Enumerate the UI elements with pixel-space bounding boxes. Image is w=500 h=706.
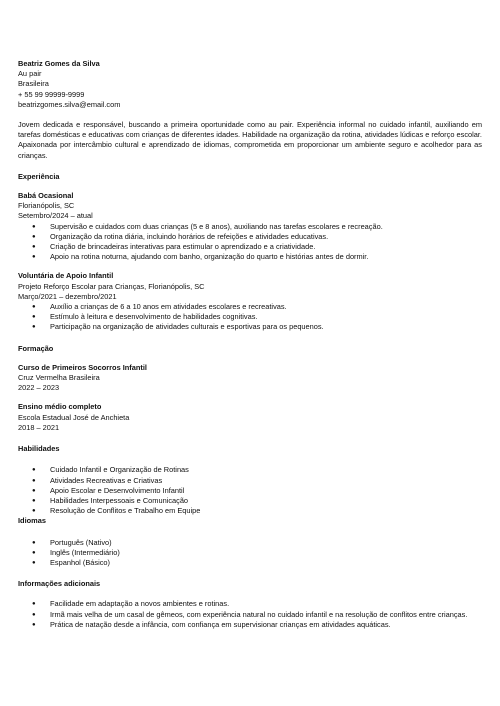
list-item: ● Habilidades Interpessoais e Comunicação xyxy=(50,496,482,506)
additional-info-heading: Informações adicionais xyxy=(18,579,101,589)
job-place: Projeto Reforço Escolar para Crianças, Florianópolis, SC xyxy=(18,281,205,291)
education-entry xyxy=(18,402,482,433)
list-item: ● Espanhol (Básico) xyxy=(50,558,482,568)
skills-heading: Habilidades xyxy=(18,444,60,454)
candidate-nationality: Brasileira xyxy=(18,79,49,89)
list-item: ● Apoio Escolar e Desenvolvimento Infantil xyxy=(50,486,482,496)
job-dates: Setembro/2024 – atual xyxy=(18,211,93,221)
list-item: ● Participação na organização de atividades culturais e esportivas para os pequenos. xyxy=(50,322,482,332)
professional-summary: Jovem dedicada e responsável, buscando a primeira oportunidade como au pair. Experiência informal no cuidado infantil, auxiliando em tarefas domésticas e educativas com crianças de diferentes idades. Habilidade na organização da rotina, atividades lúdicas e reforço escolar. Apaixonada por intercâmbio cultural e aprendizado de idiomas, comprometida em proporcionar um ambiente seguro e acolhedor para as crianças. xyxy=(18,120,482,160)
list-item: ● Atividades Recreativas e Criativas xyxy=(50,476,482,486)
education-heading: Formação xyxy=(18,343,54,353)
list-item: ● Supervisão e cuidados com duas crianças (5 e 8 anos), auxiliando nas tarefas escolares e recreação. xyxy=(50,222,482,232)
list-item: ● Irmã mais velha de um casal de gêmeos, com experiência natural no cuidado infantil e na resolução de conflitos entre crianças. xyxy=(50,610,482,620)
list-item: ● Organização da rotina diária, incluindo horários de refeições e atividades educativas. xyxy=(50,232,482,242)
list-item: ● Apoio na rotina noturna, ajudando com banho, organização do quarto e histórias antes de dormir. xyxy=(50,252,482,262)
course-place: Escola Estadual José de Anchieta xyxy=(18,412,130,422)
list-item: ● Resolução de Conflitos e Trabalho em Equipe xyxy=(50,506,482,516)
contact-block xyxy=(18,59,482,110)
list-item: ● Criação de brincadeiras interativas para estimular o aprendizado e a criatividade. xyxy=(50,242,482,252)
job-dates: Março/2021 – dezembro/2021 xyxy=(18,291,117,301)
additional-info-list xyxy=(18,599,482,630)
list-item: ● Facilidade em adaptação a novos ambientes e rotinas. xyxy=(50,599,482,609)
experience-heading: Experiência xyxy=(18,171,60,181)
list-item: ● Prática de natação desde a infância, com confiança em supervisionar crianças em atividades aquáticas. xyxy=(50,620,482,630)
list-item: ● Cuidado Infantil e Organização de Rotinas xyxy=(50,465,482,475)
job-place: Florianópolis, SC xyxy=(18,201,75,211)
languages-list xyxy=(18,538,482,569)
list-item: ● Auxílio a crianças de 6 a 10 anos em atividades escolares e recreativas. xyxy=(50,302,482,312)
job-bullets xyxy=(18,302,482,333)
course-title: Curso de Primeiros Socorros Infantil xyxy=(18,362,147,372)
course-place: Cruz Vermelha Brasileira xyxy=(18,373,100,383)
job-title: Babá Ocasional xyxy=(18,191,74,201)
experience-entry xyxy=(18,191,482,262)
experience-entry xyxy=(18,271,482,332)
list-item: ● Português (Nativo) xyxy=(50,538,482,548)
candidate-email: beatrizgomes.silva@email.com xyxy=(18,99,121,109)
course-dates: 2022 – 2023 xyxy=(18,383,60,393)
job-title: Voluntária de Apoio Infantil xyxy=(18,271,114,281)
candidate-role: Au pair xyxy=(18,69,42,79)
skills-list xyxy=(18,465,482,516)
candidate-name: Beatriz Gomes da Silva xyxy=(18,59,100,68)
course-title: Ensino médio completo xyxy=(18,402,102,412)
candidate-phone: + 55 99 99999-9999 xyxy=(18,89,85,99)
course-dates: 2018 – 2021 xyxy=(18,422,60,432)
job-bullets xyxy=(18,222,482,263)
list-item: ● Inglês (Intermediário) xyxy=(50,548,482,558)
education-entry xyxy=(18,363,482,394)
list-item: ● Estímulo à leitura e desenvolvimento de habilidades cognitivas. xyxy=(50,312,482,322)
languages-heading: Idiomas xyxy=(18,516,46,526)
